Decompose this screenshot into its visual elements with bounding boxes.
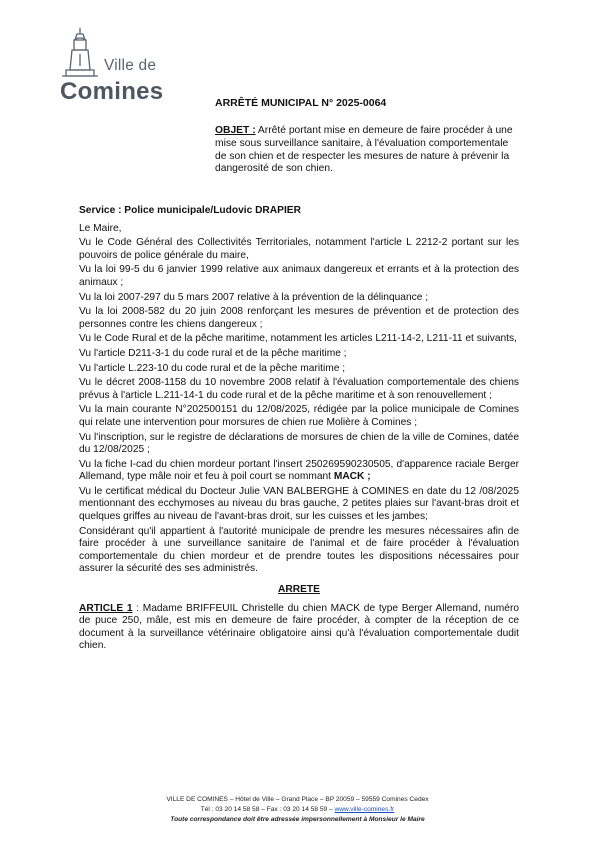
objet-label: OBJET : xyxy=(215,125,256,136)
footer-address: VILLE DE COMINES – Hôtel de Ville – Grand Place – BP 20059 – 59559 Comines Cedex xyxy=(166,796,429,803)
visa-paragraph: Vu l'inscription, sur le registre de déclarations de morsures de chien de la ville de Comines, datée du 12/08/2025 ; xyxy=(79,431,519,456)
visa-paragraph: Vu l'article L.223-10 du code rural et de la pêche maritime ; xyxy=(79,362,346,374)
arrete-heading: ARRETE xyxy=(278,584,320,596)
document-title: ARRÊTÉ MUNICIPAL N° 2025-0064 xyxy=(215,97,387,109)
le-maire: Le Maire, xyxy=(79,222,122,234)
service-line: Service : Police municipale/Ludovic DRAPIER xyxy=(79,205,301,216)
footer-phone-fax: Tél : 03 20 14 58 58 – Fax : 03 20 14 58 59 – xyxy=(200,806,335,813)
fiche-text: Vu la fiche I-cad du chien mordeur portant l'insert 250269590230505, d'apparence raciale Berger Allemand, type mâle noir et feu à poil court se nommant xyxy=(79,458,519,483)
visa-paragraph: Vu l'article D211-3-1 du code rural et de la pêche maritime ; xyxy=(79,347,347,359)
visa-paragraph: Vu la loi 99-5 du 6 janvier 1999 relative aux animaux dangereux et errants et à la protection des animaux ; xyxy=(79,264,519,288)
dog-name: MACK ; xyxy=(333,471,371,483)
objet-text: Arrêté portant mise en demeure de faire procéder à une mise sous surveillance sanitaire, à l'évaluation comportementale de son chien et de respecter les mesures de nature à prévenir la dangerosité de son chien. xyxy=(215,125,513,175)
visa-paragraph: Vu la main courante N°202500151 du 12/08/2025, rédigée par la police municipale de Comines qui relate une intervention pour morsures de chien rue Molière à Comines ; xyxy=(79,404,519,428)
article-1 xyxy=(79,603,519,653)
visa-paragraph: Vu le décret 2008-1158 du 10 novembre 2008 relatif à l'évaluation comportementale des chiens prévus à l'article L.211-14-1 du code rural et de la pêche maritime et à son renouvellement ; xyxy=(79,377,519,401)
visa-paragraph: Vu la loi 2007-297 du 5 mars 2007 relative à la prévention de la délinquance ; xyxy=(79,291,429,303)
visa-paragraph: Vu le Code Rural et de la pêche maritime, notamment les articles L211-14-2, L211-11 et suivants, xyxy=(79,333,517,345)
website-link[interactable]: www.ville-comines.fr xyxy=(334,806,395,813)
visa-paragraph: Vu la loi 2008-582 du 20 juin 2008 renforçant les mesures de prévention et de protection des personnes contre les chiens dangereux ; xyxy=(79,306,519,330)
visa-certificat: Vu le certificat médical du Docteur Julie VAN BALBERGHE à COMINES en date du 12 /08/2025 mentionnant des ecchymoses au niveau du bras gauche, 2 petites plaies sur l'avant-bras droit et quelques griffes au niveau de l'avant-bras droit, sur les cuisses et les jambes; xyxy=(79,485,519,523)
page-footer xyxy=(0,795,595,825)
logo-text-comines: Comines xyxy=(60,78,164,105)
visa-paragraph: Vu le Code Général des Collectivités Territoriales, notamment l'article L 2212-2 portant sur les pouvoirs de police générale du maire, xyxy=(79,237,519,261)
objet-block xyxy=(215,125,515,176)
considerant-paragraph: Considérant qu'il appartient à l'autorité municipale de prendre les mesures nécessaires afin de faire procéder à une surveillance sanitaire de l'animal et de faire procéder à l'évaluation comportementale du chien mordeur et de prendre toutes les dispositions nécessaires pour assurer la sécurité des ses administrés. xyxy=(79,525,519,575)
article-1-text: : Madame BRIFFEUIL Christelle du chien MACK de type Berger Allemand, numéro de puce 250, mâle, est mis en demeure de faire procéder, à compter de la réception de ce document à la surveillance vétérinaire obligatoire ainsi qu'à l'évaluation comportementale dudit chien. xyxy=(79,602,520,652)
footer-notice: Toute correspondance doit être adressée impersonnellement à Monsieur le Maire xyxy=(170,816,425,823)
visa-fiche-icad xyxy=(79,459,519,484)
article-1-label: ARTICLE 1 xyxy=(79,602,133,614)
logo-text-ville-de: Ville de xyxy=(104,57,157,74)
document-body xyxy=(79,205,519,655)
footer-contact xyxy=(0,805,595,815)
